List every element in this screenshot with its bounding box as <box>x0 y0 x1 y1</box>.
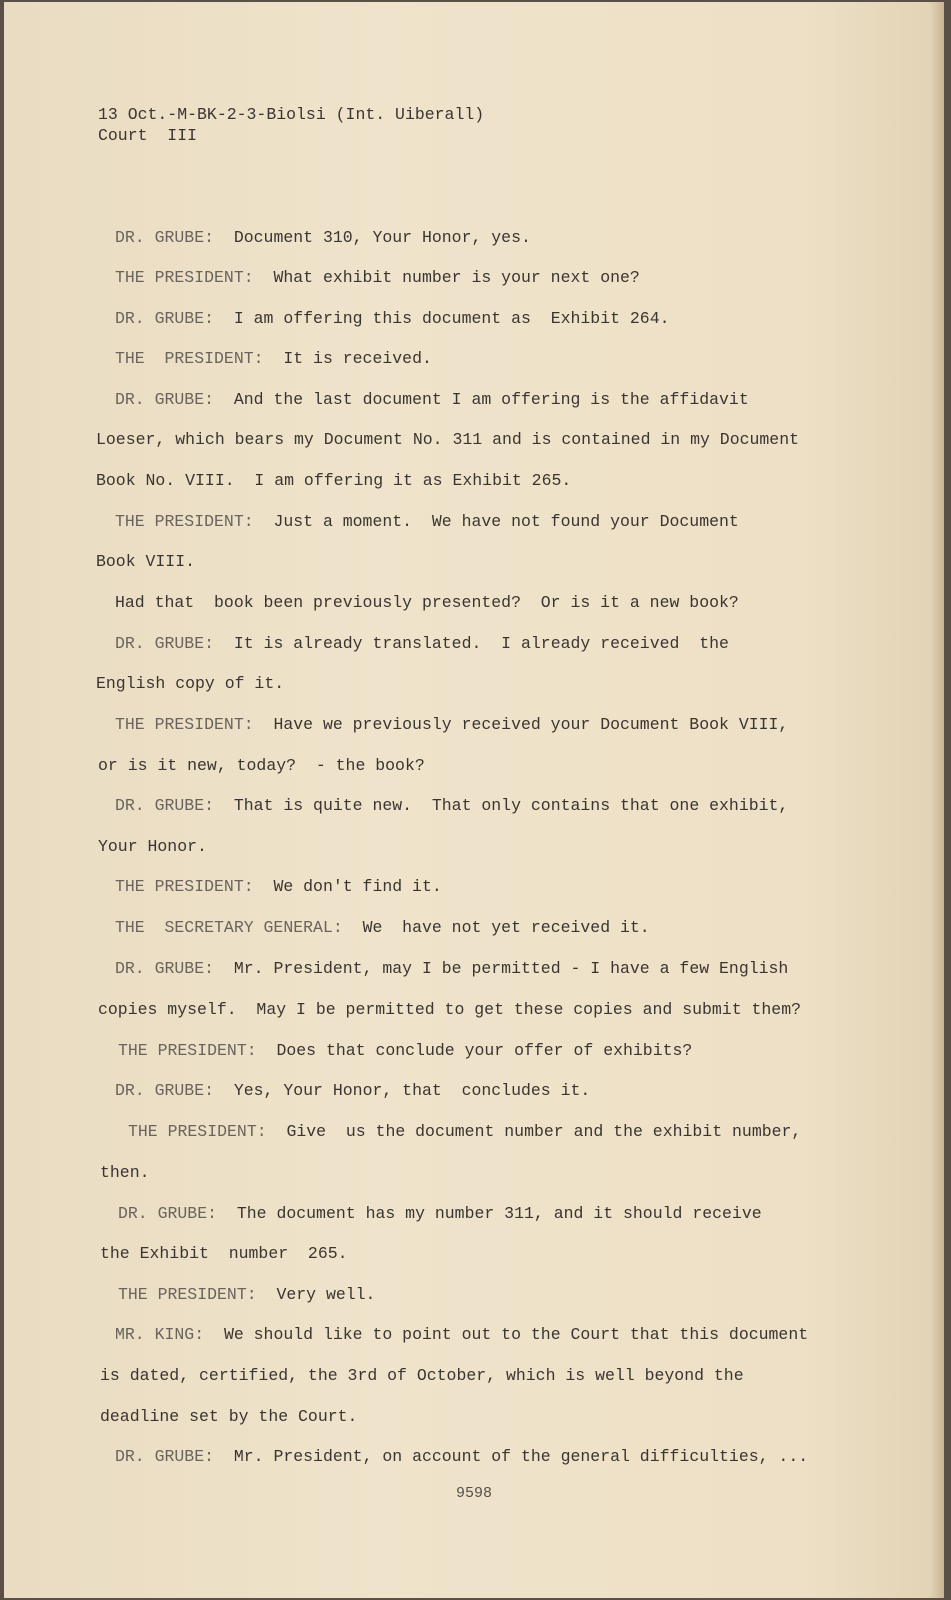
line-text: We have not yet received it. <box>362 918 650 937</box>
transcript-line <box>128 1122 801 1142</box>
speaker-label: DR. GRUBE: <box>115 1447 215 1466</box>
speaker-label: THE SECRETARY GENERAL: <box>115 918 343 937</box>
transcript-line <box>115 959 788 979</box>
line-text: Mr. President, may I be permitted - I have a few English <box>233 959 789 978</box>
line-text: We don't find it. <box>273 877 442 896</box>
line-text: Give us the document number and the exhibit number, <box>286 1122 802 1141</box>
transcript-line <box>115 715 788 735</box>
page-edge-shadow <box>930 2 944 1598</box>
transcript-line <box>115 512 739 532</box>
transcript-line <box>115 1325 808 1345</box>
line-text: We should like to point out to the Court that this document <box>223 1325 809 1344</box>
speaker-label: DR. GRUBE: <box>115 309 215 328</box>
line-text: Have we previously received your Document Book VIII, <box>273 715 789 734</box>
line-text: Document 310, Your Honor, yes. <box>233 228 531 247</box>
transcript-line <box>100 1366 744 1386</box>
transcript-line <box>115 268 640 288</box>
line-text: What exhibit number is your next one? <box>273 268 640 287</box>
line-text: The document has my number 311, and it should receive <box>236 1204 762 1223</box>
line-text: copies myself. May I be permitted to get these copies and submit them? <box>98 1000 802 1019</box>
line-text: Does that conclude your offer of exhibits? <box>276 1041 693 1060</box>
speaker-label: DR. GRUBE: <box>115 796 215 815</box>
speaker-label: DR. GRUBE: <box>115 1081 215 1100</box>
line-text: is dated, certified, the 3rd of October, which is well beyond the <box>100 1366 744 1385</box>
speaker-label: DR. GRUBE: <box>115 390 215 409</box>
speaker-label: DR. GRUBE: <box>115 634 215 653</box>
header-line-2: Court III <box>98 126 198 145</box>
speaker-label: THE PRESIDENT: <box>115 877 254 896</box>
transcript-line <box>98 1000 801 1020</box>
speaker-label: MR. KING: <box>115 1325 205 1344</box>
transcript-line <box>118 1204 762 1224</box>
line-text: Very well. <box>276 1285 376 1304</box>
line-text: That is quite new. That only contains that one exhibit, <box>233 796 789 815</box>
line-text: Your Honor. <box>98 837 207 856</box>
transcript-line <box>115 228 531 248</box>
transcript-line <box>100 1163 150 1183</box>
transcript-line <box>115 877 442 897</box>
transcript-line <box>115 349 432 369</box>
speaker-label: THE PRESIDENT: <box>128 1122 267 1141</box>
transcript-line <box>118 1041 692 1061</box>
line-text: It is already translated. I already received the <box>233 634 729 653</box>
line-text: And the last document I am offering is the affidavit <box>233 390 749 409</box>
transcript-line <box>115 309 670 329</box>
transcript-line <box>115 1081 590 1101</box>
speaker-label: THE PRESIDENT: <box>115 268 254 287</box>
transcript-line <box>98 756 425 776</box>
speaker-label: THE PRESIDENT: <box>115 512 254 531</box>
transcript-line <box>115 1447 808 1467</box>
transcript-line <box>115 634 729 654</box>
line-text: deadline set by the Court. <box>100 1407 358 1426</box>
transcript-line <box>96 471 571 491</box>
line-text: Just a moment. We have not found your Document <box>273 512 739 531</box>
transcript-line <box>115 796 788 816</box>
transcript-line <box>118 1285 375 1305</box>
transcript-line <box>115 593 739 613</box>
transcript-line <box>96 430 799 450</box>
page-number: 9598 <box>455 1485 492 1502</box>
line-text: Yes, Your Honor, that concludes it. <box>233 1081 591 1100</box>
speaker-label: DR. GRUBE: <box>118 1204 218 1223</box>
line-text: I am offering this document as Exhibit 264. <box>233 309 670 328</box>
transcript-line <box>115 918 650 938</box>
transcript-line <box>100 1244 348 1264</box>
line-text: then. <box>100 1163 150 1182</box>
line-text: Mr. President, on account of the general difficulties, ... <box>233 1447 809 1466</box>
document-page <box>4 2 944 1598</box>
transcript-line <box>100 1407 357 1427</box>
header-line-1: 13 Oct.-M-BK-2-3-Biolsi (Int. Uiberall) <box>98 105 485 124</box>
transcript-line <box>115 390 749 410</box>
line-text: Had that book been previously presented? Or is it a new book? <box>115 593 739 612</box>
speaker-label: THE PRESIDENT: <box>118 1285 257 1304</box>
transcript-line <box>96 552 195 572</box>
speaker-label: THE PRESIDENT: <box>115 349 264 368</box>
speaker-label: THE PRESIDENT: <box>115 715 254 734</box>
line-text: Book VIII. <box>96 552 196 571</box>
line-text: Loeser, which bears my Document No. 311 and is contained in my Document <box>96 430 800 449</box>
speaker-label: THE PRESIDENT: <box>118 1041 257 1060</box>
line-text: It is received. <box>283 349 432 368</box>
line-text: Book No. VIII. I am offering it as Exhibit 265. <box>96 471 572 490</box>
speaker-label: DR. GRUBE: <box>115 228 215 247</box>
line-text: or is it new, today? - the book? <box>98 756 425 775</box>
transcript-line <box>96 674 284 694</box>
line-text: the Exhibit number 265. <box>100 1244 348 1263</box>
transcript-line <box>98 837 207 857</box>
speaker-label: DR. GRUBE: <box>115 959 215 978</box>
line-text: English copy of it. <box>96 674 285 693</box>
